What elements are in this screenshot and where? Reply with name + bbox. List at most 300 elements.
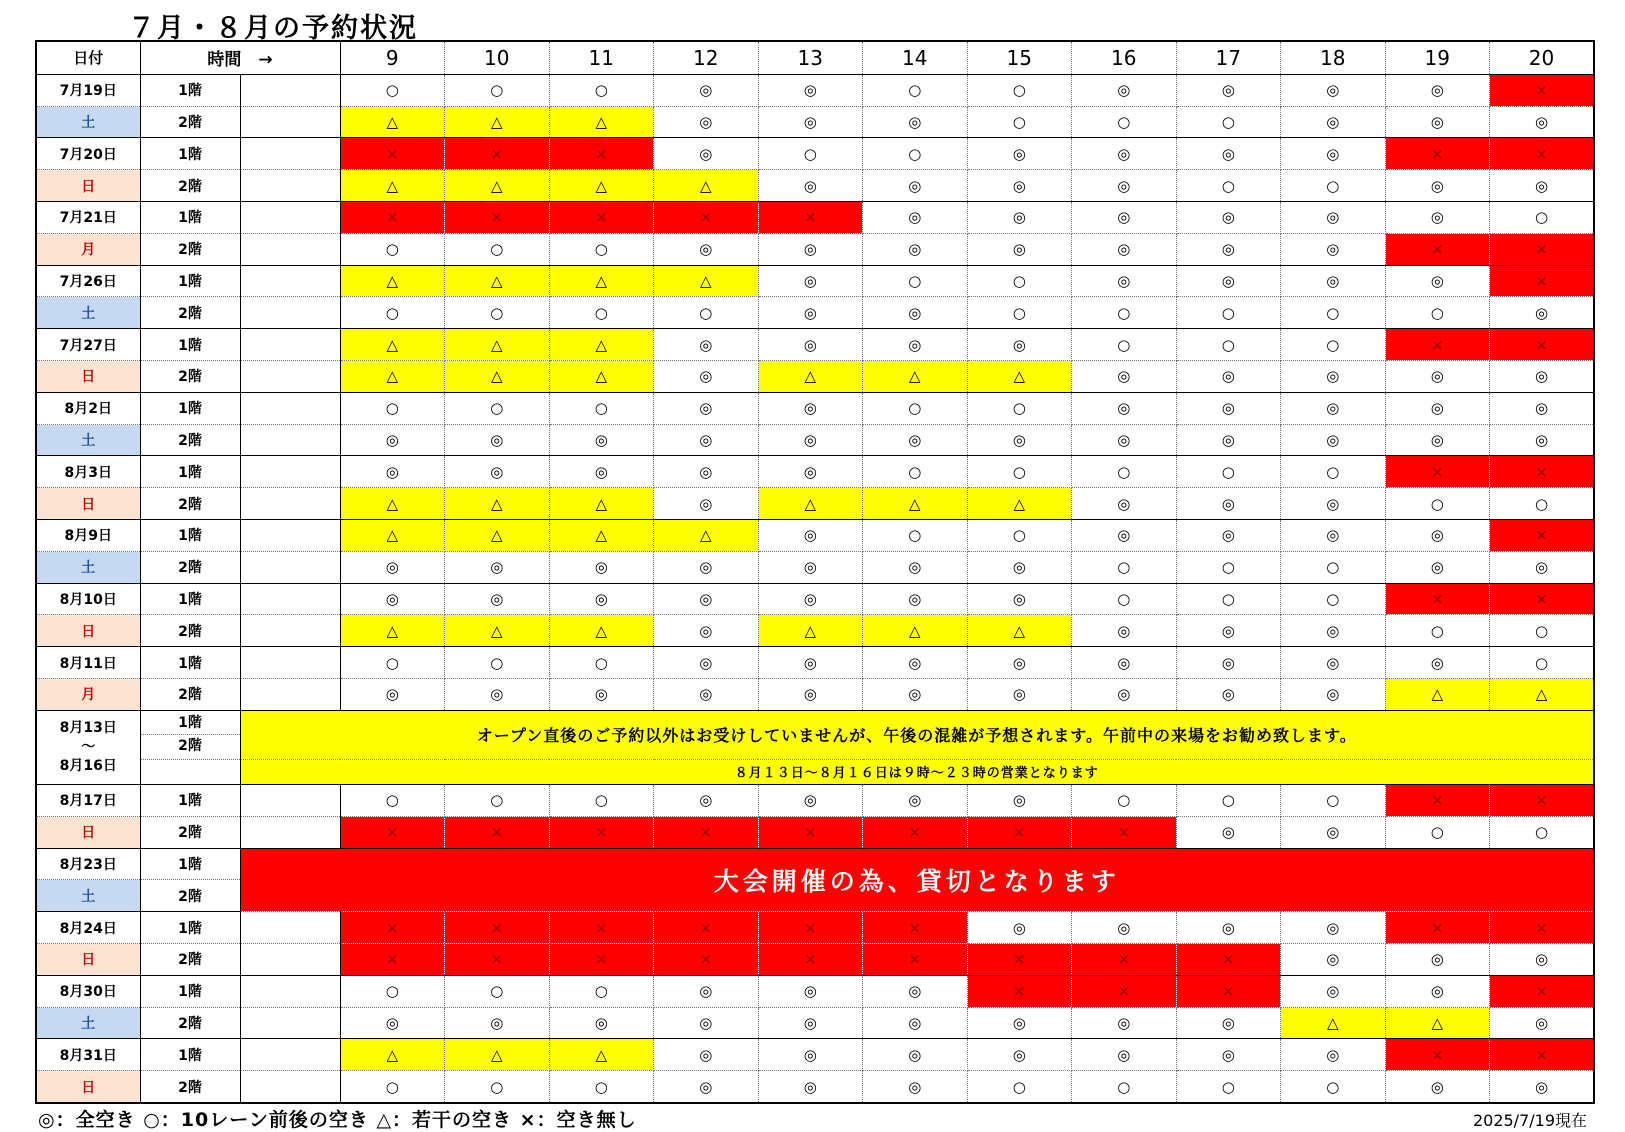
- slot-cell: ◎: [758, 106, 863, 138]
- slot-cell: ◎: [549, 679, 654, 711]
- slot-cell: ◎: [654, 488, 759, 520]
- blank-cell: [240, 912, 340, 944]
- slot-cell: ○: [1072, 456, 1177, 488]
- slot-cell: ○: [549, 297, 654, 329]
- date-cell: 8月31日: [36, 1039, 140, 1071]
- slot-cell: ◎: [1385, 170, 1490, 202]
- table-row: [36, 361, 1594, 393]
- slot-cell: ◎: [758, 1007, 863, 1039]
- slot-cell: ×: [1176, 944, 1281, 976]
- slot-cell: ×: [1490, 912, 1595, 944]
- slot-cell: ×: [654, 816, 759, 848]
- slot-cell: ◎: [758, 647, 863, 679]
- slot-cell: ◎: [340, 551, 445, 583]
- header-hour-11: 11: [549, 41, 654, 74]
- slot-cell: ○: [1490, 202, 1595, 234]
- slot-cell: ◎: [1176, 233, 1281, 265]
- blank-cell: [240, 329, 340, 361]
- slot-cell: ○: [340, 297, 445, 329]
- blank-cell: [240, 647, 340, 679]
- floor-cell: 2階: [140, 615, 240, 647]
- slot-cell: ◎: [1072, 202, 1177, 234]
- slot-cell: ◎: [967, 785, 1072, 817]
- date-cell: 8月24日: [36, 912, 140, 944]
- slot-cell: ◎: [967, 233, 1072, 265]
- slot-cell: ◎: [1490, 297, 1595, 329]
- slot-cell: ◎: [1072, 1039, 1177, 1071]
- slot-cell: ◎: [340, 456, 445, 488]
- slot-cell: ◎: [1490, 106, 1595, 138]
- table-row: [36, 233, 1594, 265]
- header-hour-12: 12: [654, 41, 759, 74]
- slot-cell: ◎: [758, 392, 863, 424]
- as-of-date: 2025/7/19現在: [1472, 1111, 1587, 1130]
- weekday-cell: 月: [36, 679, 140, 711]
- blank-cell: [240, 265, 340, 297]
- slot-cell: ○: [445, 647, 550, 679]
- reserved-banner: 大会開催の為、貸切となります: [240, 848, 1594, 912]
- slot-cell: ◎: [1385, 944, 1490, 976]
- weekday-cell: 日: [36, 615, 140, 647]
- slot-cell: ◎: [654, 583, 759, 615]
- slot-cell: △: [549, 329, 654, 361]
- slot-cell: ○: [1281, 329, 1386, 361]
- slot-cell: ◎: [863, 647, 968, 679]
- slot-cell: ◎: [1176, 647, 1281, 679]
- floor-cell: 2階: [140, 233, 240, 265]
- weekday-cell: 土: [36, 297, 140, 329]
- slot-cell: △: [445, 170, 550, 202]
- slot-cell: ◎: [1281, 615, 1386, 647]
- slot-cell: ◎: [863, 1071, 968, 1103]
- slot-cell: ◎: [1281, 816, 1386, 848]
- slot-cell: ○: [549, 975, 654, 1007]
- slot-cell: ○: [1072, 1071, 1177, 1103]
- slot-cell: ◎: [863, 106, 968, 138]
- slot-cell: ◎: [1072, 679, 1177, 711]
- slot-cell: △: [445, 520, 550, 552]
- slot-cell: ○: [967, 392, 1072, 424]
- slot-cell: △: [654, 520, 759, 552]
- slot-cell: △: [758, 361, 863, 393]
- slot-cell: ◎: [340, 679, 445, 711]
- slot-cell: ○: [1072, 785, 1177, 817]
- table-row: [36, 1071, 1594, 1103]
- table-row: [36, 551, 1594, 583]
- header-date: 日付: [36, 41, 140, 74]
- period-floors-cell: [140, 710, 240, 759]
- slot-cell: ○: [1072, 106, 1177, 138]
- floor-cell: 1階: [140, 583, 240, 615]
- slot-cell: ○: [967, 74, 1072, 106]
- slot-cell: ◎: [967, 202, 1072, 234]
- slot-cell: ◎: [340, 424, 445, 456]
- weekday-cell: 日: [36, 170, 140, 202]
- slot-cell: △: [445, 106, 550, 138]
- slot-cell: ◎: [1072, 233, 1177, 265]
- slot-cell: ○: [340, 74, 445, 106]
- blank-cell: [240, 233, 340, 265]
- slot-cell: ◎: [1385, 647, 1490, 679]
- slot-cell: ◎: [654, 1071, 759, 1103]
- slot-cell: ◎: [1281, 106, 1386, 138]
- weekday-cell: 日: [36, 361, 140, 393]
- table-row: [36, 74, 1594, 106]
- blank-cell: [240, 816, 340, 848]
- slot-cell: ◎: [758, 975, 863, 1007]
- slot-cell: △: [445, 488, 550, 520]
- slot-cell: ○: [1176, 785, 1281, 817]
- slot-cell: ◎: [1281, 202, 1386, 234]
- slot-cell: ×: [1490, 329, 1595, 361]
- floor-cell: 1階: [140, 975, 240, 1007]
- slot-cell: △: [758, 488, 863, 520]
- floor-cell: 2階: [140, 880, 240, 912]
- slot-cell: ◎: [967, 551, 1072, 583]
- slot-cell: △: [445, 329, 550, 361]
- slot-cell: △: [549, 488, 654, 520]
- slot-cell: ◎: [1490, 1071, 1595, 1103]
- slot-cell: ◎: [445, 456, 550, 488]
- table-row: [36, 106, 1594, 138]
- slot-cell: ◎: [758, 265, 863, 297]
- table-row: [36, 944, 1594, 976]
- slot-cell: △: [1385, 1007, 1490, 1039]
- weekday-cell: 土: [36, 106, 140, 138]
- slot-cell: ×: [1490, 785, 1595, 817]
- slot-cell: ○: [863, 265, 968, 297]
- slot-cell: ×: [1490, 520, 1595, 552]
- period-tilde: ～: [81, 738, 96, 755]
- slot-cell: ◎: [1176, 392, 1281, 424]
- slot-cell: ◎: [1072, 488, 1177, 520]
- slot-cell: △: [967, 488, 1072, 520]
- date-cell: 8月2日: [36, 392, 140, 424]
- slot-cell: ◎: [1176, 1039, 1281, 1071]
- slot-cell: ◎: [654, 329, 759, 361]
- floor-cell: 1階: [140, 1039, 240, 1071]
- slot-cell: ○: [967, 456, 1072, 488]
- slot-cell: ◎: [863, 297, 968, 329]
- floor-cell: 1階: [140, 202, 240, 234]
- slot-cell: △: [863, 615, 968, 647]
- slot-cell: ○: [1176, 170, 1281, 202]
- slot-cell: ○: [445, 74, 550, 106]
- slot-cell: ○: [863, 138, 968, 170]
- slot-cell: ◎: [654, 615, 759, 647]
- slot-cell: ×: [340, 202, 445, 234]
- slot-cell: ×: [1385, 912, 1490, 944]
- slot-cell: △: [549, 361, 654, 393]
- slot-cell: ×: [1176, 975, 1281, 1007]
- floor-cell: 2階: [140, 679, 240, 711]
- slot-cell: ◎: [1385, 202, 1490, 234]
- slot-cell: ○: [1072, 583, 1177, 615]
- header-time: 時間 →: [140, 41, 340, 74]
- slot-cell: ○: [1490, 816, 1595, 848]
- slot-cell: ×: [445, 816, 550, 848]
- slot-cell: ×: [1490, 233, 1595, 265]
- slot-cell: ○: [863, 392, 968, 424]
- slot-cell: ◎: [758, 583, 863, 615]
- slot-cell: ○: [1490, 647, 1595, 679]
- floor-cell: 2階: [140, 488, 240, 520]
- slot-cell: ○: [967, 106, 1072, 138]
- slot-cell: ○: [967, 297, 1072, 329]
- slot-cell: ○: [1385, 297, 1490, 329]
- slot-cell: ◎: [1176, 202, 1281, 234]
- slot-cell: ○: [340, 233, 445, 265]
- slot-cell: ×: [1385, 456, 1490, 488]
- slot-cell: ○: [445, 233, 550, 265]
- slot-cell: ×: [1490, 1039, 1595, 1071]
- slot-cell: ×: [1072, 816, 1177, 848]
- slot-cell: ×: [1072, 944, 1177, 976]
- slot-cell: ◎: [1490, 551, 1595, 583]
- table-row: [36, 297, 1594, 329]
- slot-cell: △: [445, 361, 550, 393]
- slot-cell: ○: [1385, 615, 1490, 647]
- slot-cell: ×: [1490, 975, 1595, 1007]
- table-row: [36, 424, 1594, 456]
- slot-cell: ◎: [1281, 975, 1386, 1007]
- slot-cell: ◎: [1072, 615, 1177, 647]
- slot-cell: ◎: [1176, 615, 1281, 647]
- floor-cell: 1階: [140, 329, 240, 361]
- slot-cell: ◎: [1490, 1007, 1595, 1039]
- slot-cell: ◎: [758, 297, 863, 329]
- slot-cell: ×: [967, 975, 1072, 1007]
- slot-cell: ◎: [967, 329, 1072, 361]
- slot-cell: ○: [758, 138, 863, 170]
- date-cell: 7月21日: [36, 202, 140, 234]
- floor-cell: 1階: [140, 74, 240, 106]
- weekday-cell: 日: [36, 816, 140, 848]
- slot-cell: ×: [445, 138, 550, 170]
- blank-cell: [240, 138, 340, 170]
- reservation-table: [35, 40, 1595, 1104]
- slot-cell: ◎: [549, 456, 654, 488]
- slot-cell: ○: [445, 1071, 550, 1103]
- slot-cell: ◎: [758, 1071, 863, 1103]
- slot-cell: ×: [445, 944, 550, 976]
- slot-cell: ×: [549, 138, 654, 170]
- slot-cell: ◎: [1385, 361, 1490, 393]
- slot-cell: ◎: [1385, 975, 1490, 1007]
- slot-cell: ×: [654, 202, 759, 234]
- table-row: [36, 329, 1594, 361]
- weekday-cell: 月: [36, 233, 140, 265]
- blank-cell: [240, 488, 340, 520]
- slot-cell: △: [445, 615, 550, 647]
- table-row: [36, 202, 1594, 234]
- slot-cell: ◎: [654, 785, 759, 817]
- slot-cell: ◎: [1072, 1007, 1177, 1039]
- floor-cell: 2階: [140, 816, 240, 848]
- slot-cell: △: [549, 170, 654, 202]
- slot-cell: ◎: [1072, 138, 1177, 170]
- slot-cell: ◎: [654, 392, 759, 424]
- table-row: [36, 488, 1594, 520]
- slot-cell: ◎: [549, 583, 654, 615]
- header-hour-9: 9: [340, 41, 445, 74]
- slot-cell: ◎: [1281, 265, 1386, 297]
- slot-cell: ◎: [1176, 424, 1281, 456]
- table-row: [36, 392, 1594, 424]
- slot-cell: ○: [340, 647, 445, 679]
- slot-cell: △: [967, 615, 1072, 647]
- date-cell: 7月27日: [36, 329, 140, 361]
- slot-cell: ◎: [1281, 912, 1386, 944]
- slot-cell: ◎: [1490, 170, 1595, 202]
- slot-cell: ◎: [863, 329, 968, 361]
- slot-cell: ◎: [863, 233, 968, 265]
- slot-cell: ◎: [445, 583, 550, 615]
- slot-cell: ○: [1281, 785, 1386, 817]
- slot-cell: △: [549, 265, 654, 297]
- slot-cell: ◎: [1385, 74, 1490, 106]
- slot-cell: △: [549, 615, 654, 647]
- slot-cell: ◎: [967, 138, 1072, 170]
- blank-cell: [240, 361, 340, 393]
- period-date-from: 8月13日: [59, 719, 117, 736]
- slot-cell: △: [1281, 1007, 1386, 1039]
- period-date-to: 8月16日: [59, 757, 117, 774]
- slot-cell: ◎: [1281, 647, 1386, 679]
- slot-cell: ○: [1176, 297, 1281, 329]
- slot-cell: ○: [1176, 106, 1281, 138]
- slot-cell: ×: [758, 202, 863, 234]
- slot-cell: ○: [1176, 456, 1281, 488]
- slot-cell: ◎: [1176, 361, 1281, 393]
- slot-cell: ◎: [445, 679, 550, 711]
- slot-cell: ◎: [1176, 265, 1281, 297]
- blank-cell: [240, 297, 340, 329]
- date-cell: 7月26日: [36, 265, 140, 297]
- slot-cell: △: [340, 520, 445, 552]
- slot-cell: ◎: [758, 679, 863, 711]
- period-row: [36, 710, 1594, 759]
- header-hour-10: 10: [445, 41, 550, 74]
- weekday-cell: 土: [36, 1007, 140, 1039]
- slot-cell: ◎: [863, 583, 968, 615]
- period-row: [36, 759, 1594, 784]
- slot-cell: ○: [1490, 615, 1595, 647]
- slot-cell: ◎: [1072, 424, 1177, 456]
- page-title: ７月・８月の予約状況: [128, 13, 418, 44]
- slot-cell: ◎: [654, 1007, 759, 1039]
- slot-cell: ○: [654, 297, 759, 329]
- slot-cell: ◎: [1385, 106, 1490, 138]
- slot-cell: ◎: [654, 1039, 759, 1071]
- slot-cell: ◎: [758, 785, 863, 817]
- slot-cell: ◎: [1176, 1007, 1281, 1039]
- slot-cell: △: [1385, 679, 1490, 711]
- date-cell: 8月23日: [36, 848, 140, 880]
- slot-cell: ×: [1385, 233, 1490, 265]
- date-cell: 8月3日: [36, 456, 140, 488]
- slot-cell: ◎: [1176, 679, 1281, 711]
- date-cell: 8月17日: [36, 785, 140, 817]
- slot-cell: ×: [549, 944, 654, 976]
- slot-cell: ×: [1385, 583, 1490, 615]
- blank-cell: [240, 975, 340, 1007]
- slot-cell: ○: [863, 74, 968, 106]
- weekday-cell: 土: [36, 551, 140, 583]
- slot-cell: ◎: [1281, 361, 1386, 393]
- slot-cell: △: [340, 106, 445, 138]
- weekday-cell: 土: [36, 880, 140, 912]
- slot-cell: ◎: [549, 424, 654, 456]
- slot-cell: ×: [863, 912, 968, 944]
- slot-cell: ×: [340, 138, 445, 170]
- table-row: [36, 816, 1594, 848]
- slot-cell: ◎: [967, 1007, 1072, 1039]
- slot-cell: ◎: [758, 329, 863, 361]
- slot-cell: ◎: [1176, 488, 1281, 520]
- slot-cell: ○: [445, 785, 550, 817]
- slot-cell: ◎: [1490, 361, 1595, 393]
- slot-cell: △: [863, 488, 968, 520]
- blank-cell: [240, 74, 340, 106]
- floor-cell: 1階: [140, 138, 240, 170]
- slot-cell: ◎: [1385, 520, 1490, 552]
- slot-cell: ◎: [758, 424, 863, 456]
- header-hour-15: 15: [967, 41, 1072, 74]
- blank-cell: [240, 615, 340, 647]
- date-cell: 8月10日: [36, 583, 140, 615]
- slot-cell: ◎: [1176, 138, 1281, 170]
- slot-cell: ◎: [863, 1007, 968, 1039]
- slot-cell: ×: [758, 816, 863, 848]
- slot-cell: ×: [340, 912, 445, 944]
- slot-cell: ◎: [340, 1007, 445, 1039]
- period-notice: オープン直後のご予約以外はお受けしていませんが、午後の混雑が予想されます。午前中の来場をお勧め致します。: [240, 710, 1594, 759]
- slot-cell: ◎: [1072, 520, 1177, 552]
- blank-cell: [240, 202, 340, 234]
- slot-cell: △: [863, 361, 968, 393]
- floor-label: 2階: [178, 738, 202, 755]
- slot-cell: ◎: [758, 520, 863, 552]
- blank-cell: [240, 456, 340, 488]
- slot-cell: ○: [1385, 816, 1490, 848]
- floor-cell: 2階: [140, 297, 240, 329]
- table-row: [36, 583, 1594, 615]
- blank-cell: [240, 785, 340, 817]
- weekday-cell: 日: [36, 1071, 140, 1103]
- slot-cell: ◎: [863, 170, 968, 202]
- slot-cell: ○: [340, 1071, 445, 1103]
- slot-cell: ◎: [758, 551, 863, 583]
- slot-cell: ◎: [863, 785, 968, 817]
- slot-cell: △: [758, 615, 863, 647]
- slot-cell: ×: [1385, 1039, 1490, 1071]
- floor-cell: 2階: [140, 1007, 240, 1039]
- blank-cell: [240, 679, 340, 711]
- blank-cell: [240, 520, 340, 552]
- slot-cell: △: [340, 361, 445, 393]
- date-cell: 7月19日: [36, 74, 140, 106]
- slot-cell: △: [445, 265, 550, 297]
- floor-cell: 1階: [140, 456, 240, 488]
- slot-cell: ×: [1385, 329, 1490, 361]
- slot-cell: ◎: [654, 106, 759, 138]
- slot-cell: ○: [1176, 329, 1281, 361]
- blank-cell: [240, 1039, 340, 1071]
- slot-cell: ◎: [654, 647, 759, 679]
- slot-cell: ◎: [967, 583, 1072, 615]
- table-row: [36, 647, 1594, 679]
